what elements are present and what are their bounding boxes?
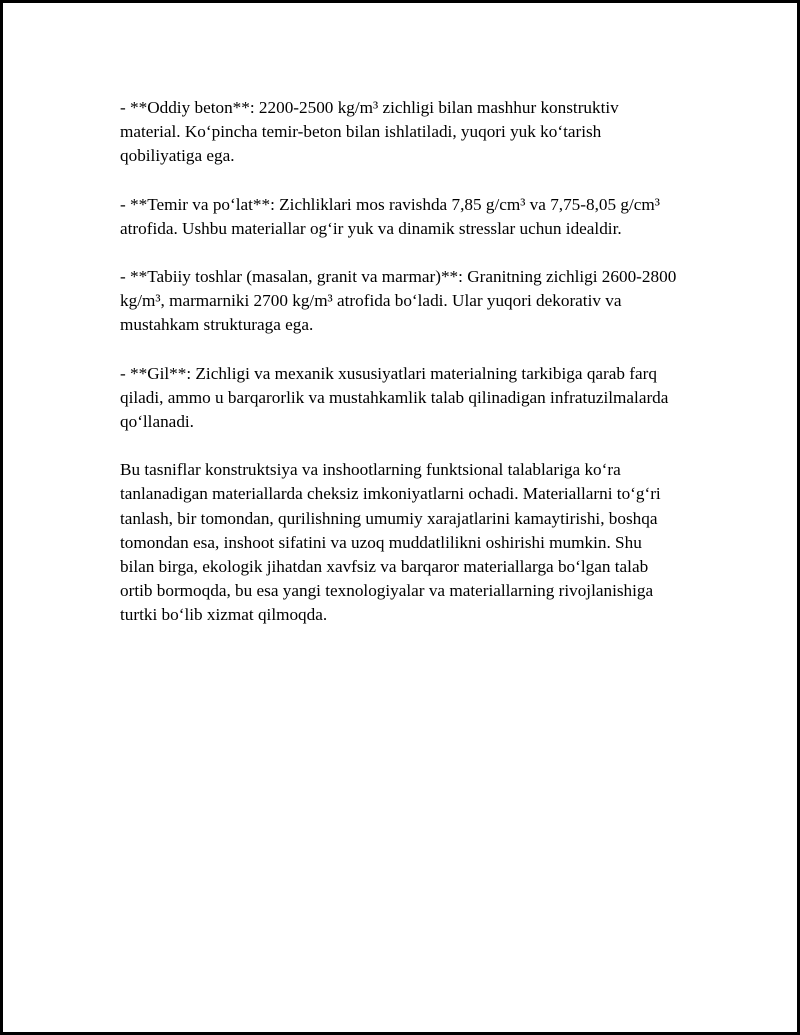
document-body bbox=[120, 96, 680, 652]
paragraph-gil: - **Gil**: Zichligi va mexanik xususiyatlari materialning tarkibiga qarab farq qiladi, ammo u barqarorlik va mustahkamlik talab qilinadigan infratuzilmalarda qo‘llanadi. bbox=[120, 363, 669, 432]
paragraph-tabiiy-toshlar: - **Tabiiy toshlar (masalan, granit va marmar)**: Granitning zichligi 2600-2800 kg/m³, marmarniki 2700 kg/m³ atrofida bo‘ladi. Ular yuqori dekorativ va mustahkam strukturaga ega. bbox=[120, 267, 677, 335]
paragraph-oddiy-beton: - **Oddiy beton**: 2200-2500 kg/m³ zichligi bilan mashhur konstruktiv material. Ko‘pincha temir-beton bilan ishlatiladi, yuqori yuk ko‘tarish qobiliyatiga ega. bbox=[120, 98, 619, 166]
paragraph-temir-polat: - **Temir va po‘lat**: Zichliklari mos ravishda 7,85 g/cm³ va 7,75-8,05 g/cm³ atrofida. Ushbu materiallar og‘ir yuk va dinamik stresslar uchun idealdir. bbox=[120, 194, 660, 238]
paragraph-conclusion: Bu tasniflar konstruktsiya va inshootlarning funktsional talablariga ko‘ra tanlanadigan materiallarda cheksiz imkoniyatlarni ochadi. Materiallarni to‘g‘ri tanlash, bir tomondan, qurilishning umumiy xarajatlarini kamaytirishi, boshqa tomondan esa, inshoot sifatini va uzoq muddatlilikni oshirishi mumkin. Shu bilan birga, ekologik jihatdan xavfsiz va barqaror materiallarga bo‘lgan talab ortib bormoqda, bu esa yangi texnologiyalar va materiallarning rivojlanishiga turtki bo‘lib xizmat qilmoqda. bbox=[120, 460, 661, 625]
